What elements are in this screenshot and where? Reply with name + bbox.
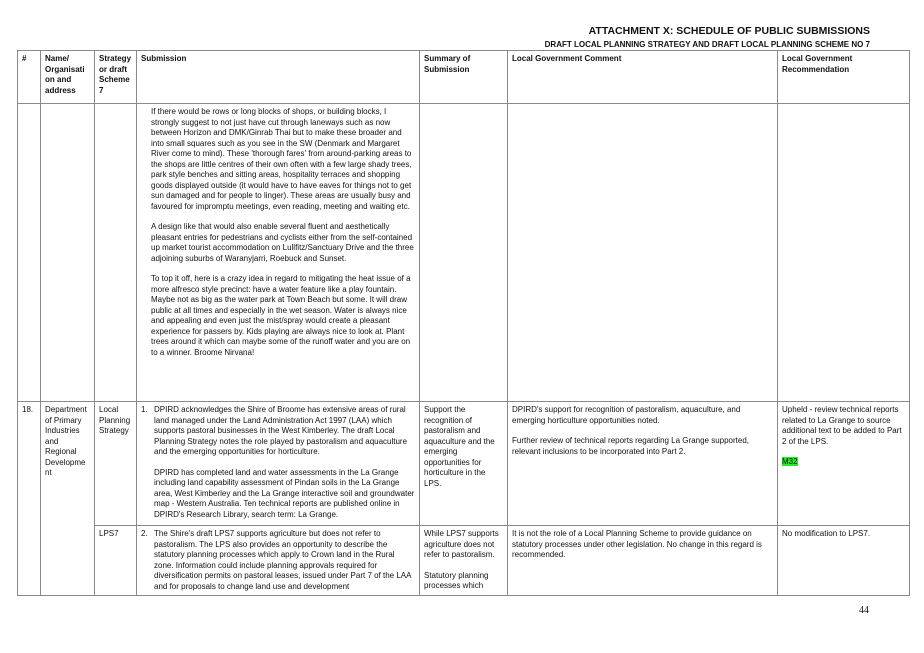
- submitter-name: Department of Primary Industries and Regional Developme nt: [41, 402, 95, 596]
- col-header-recommendation: Local Government Recommendation: [778, 51, 910, 104]
- col-header-name: Name/ Organisati on and address: [41, 51, 95, 104]
- submission-paragraph: To top it off, here is a crazy idea in regard to mitigating the heat issue of a more alfresco style precinct: have a water feature like a play fountain. Maybe not as big as the water park at Town Beach but some. It will draw public at all times and especially in the wet season. Water is always nice and appealing and even just the mist/spray would create a pleasant experience for passers by. Kids playing are always nice to look at. Plant trees around it which can maybe some of the runoff water and you are on to a winner. Broome Nirvana!: [151, 274, 411, 357]
- comment-cell: [508, 526, 778, 596]
- submission-paragraph: DPIRD acknowledges the Shire of Broome has extensive areas of rural land managed under the Land Administration Act 1997 (LAA) which supports pastoral businesses in the West Kimberley. The draft Local Planning Strategy notes the role played by pastoralism and aquaculture and the emerging opportunities for horticulture.: [154, 405, 408, 456]
- submission-number: 18.: [18, 402, 41, 596]
- strategy-label: LPS7: [95, 526, 137, 596]
- attachment-subtitle: DRAFT LOCAL PLANNING STRATEGY AND DRAFT LOCAL PLANNING SCHEME NO 7: [544, 40, 870, 49]
- recommendation-text: Upheld - review technical reports related to La Grange to source additional text to be added to Part 2 of the LPS.: [782, 405, 902, 446]
- table-header-row: [18, 51, 910, 104]
- table-row-submission-18b: [18, 526, 910, 596]
- col-header-summary: Summary of Submission: [420, 51, 508, 104]
- col-header-submission: Submission: [137, 51, 420, 104]
- submission-paragraph: The Shire's draft LPS7 supports agriculture but does not refer to pastoralism. The LPS also provides an opportunity to describe the statutory planning processes which apply to Crown land in the Rural zone. Information could include planning approvals required for diversification permits on pastoral leases, issued under Part 7 of the LAA and for proposals to change land use and development: [154, 529, 412, 591]
- summary-cell: [420, 526, 508, 596]
- table-row-submission-18a: [18, 402, 910, 526]
- item-number: 2.: [141, 529, 148, 538]
- submission-paragraph: DPIRD has completed land and water assessments in the La Grange including land capability assessment of Pindan soils in the La Grange area, West Kimberley and the La Grange interactive soil and groundwater map - Western Australia. Ten technical reports are published online in DPIRD's Research Library, search term: La Grange.: [154, 467, 415, 519]
- col-header-comment: Local Government Comment: [508, 51, 778, 104]
- summary-cell: [420, 402, 508, 526]
- comment-text: It is not the role of a Local Planning Scheme to provide guidance on statutory processes under other legislation. No change in this regard is recommended.: [512, 529, 762, 559]
- cell-empty: [508, 104, 778, 402]
- recommendation-cell: [778, 402, 910, 526]
- recommendation-text: No modification to LPS7.: [782, 529, 871, 538]
- cell-empty: [420, 104, 508, 402]
- summary-text: Support the recognition of pastoralism and aquaculture and the emerging opportunities for horticulture in the LPS.: [424, 405, 495, 488]
- strategy-label: Local Planning Strategy: [95, 402, 137, 526]
- comment-cell: [508, 402, 778, 526]
- table-row-continuation: [18, 104, 910, 402]
- submission-item: [137, 526, 420, 596]
- summary-text: Statutory planning processes which: [424, 570, 489, 590]
- submission-paragraph: A design like that would also enable several fluent and aesthetically pleasant entries for pedestrians and cyclists either from the self-contained up market tourist accommodation on Lullfitz/Sanctuary Drive and the three adjoining suburbs of Waranyjarri, Roebuck and Sunset.: [151, 222, 414, 263]
- submission-paragraph: If there would be rows or long blocks of shops, or building blocks, I strongly suggest to not just have cut through laneways such as now between Horizon and DMK/Ginrab Thai but to make these broader and into small squares such as you see in the SW (Denmark and Margaret River come to mind). These 'thorough fares' from around-parking areas to the shops are little centres of their own often with a few large shady trees, park style benches and sitting areas, hospitality terraces and shopping goods displayed outside (it would have to have eaves for things not to get sun damaged and for people to linger). These areas are usually busy and favoured for impromptu meetings, even reading, meeting and waiting etc.: [151, 107, 412, 211]
- item-number: 1.: [141, 405, 148, 414]
- comment-text: DPIRD's support for recognition of pastoralism, aquaculture, and emerging horticulture opportunities noted.: [512, 405, 741, 425]
- cell-empty: [95, 104, 137, 402]
- recommendation-cell: [778, 526, 910, 596]
- cell-empty: [778, 104, 910, 402]
- submission-item: [137, 402, 420, 526]
- modification-ref-badge: M32: [782, 457, 798, 466]
- submissions-table: [17, 50, 910, 596]
- col-header-num: #: [18, 51, 41, 104]
- continuation-submission-cell: [137, 104, 420, 402]
- cell-empty: [41, 104, 95, 402]
- attachment-title: ATTACHMENT X: SCHEDULE OF PUBLIC SUBMISSIONS: [588, 25, 870, 37]
- comment-text: Further review of technical reports regarding La Grange supported, relevant inclusions to be incorporated into Part 2.: [512, 436, 750, 456]
- cell-empty: [18, 104, 41, 402]
- summary-text: While LPS7 supports agriculture does not refer to pastoralism.: [424, 529, 499, 559]
- col-header-strategy: Strategy or draft Scheme 7: [95, 51, 137, 104]
- page-number: 44: [859, 605, 869, 616]
